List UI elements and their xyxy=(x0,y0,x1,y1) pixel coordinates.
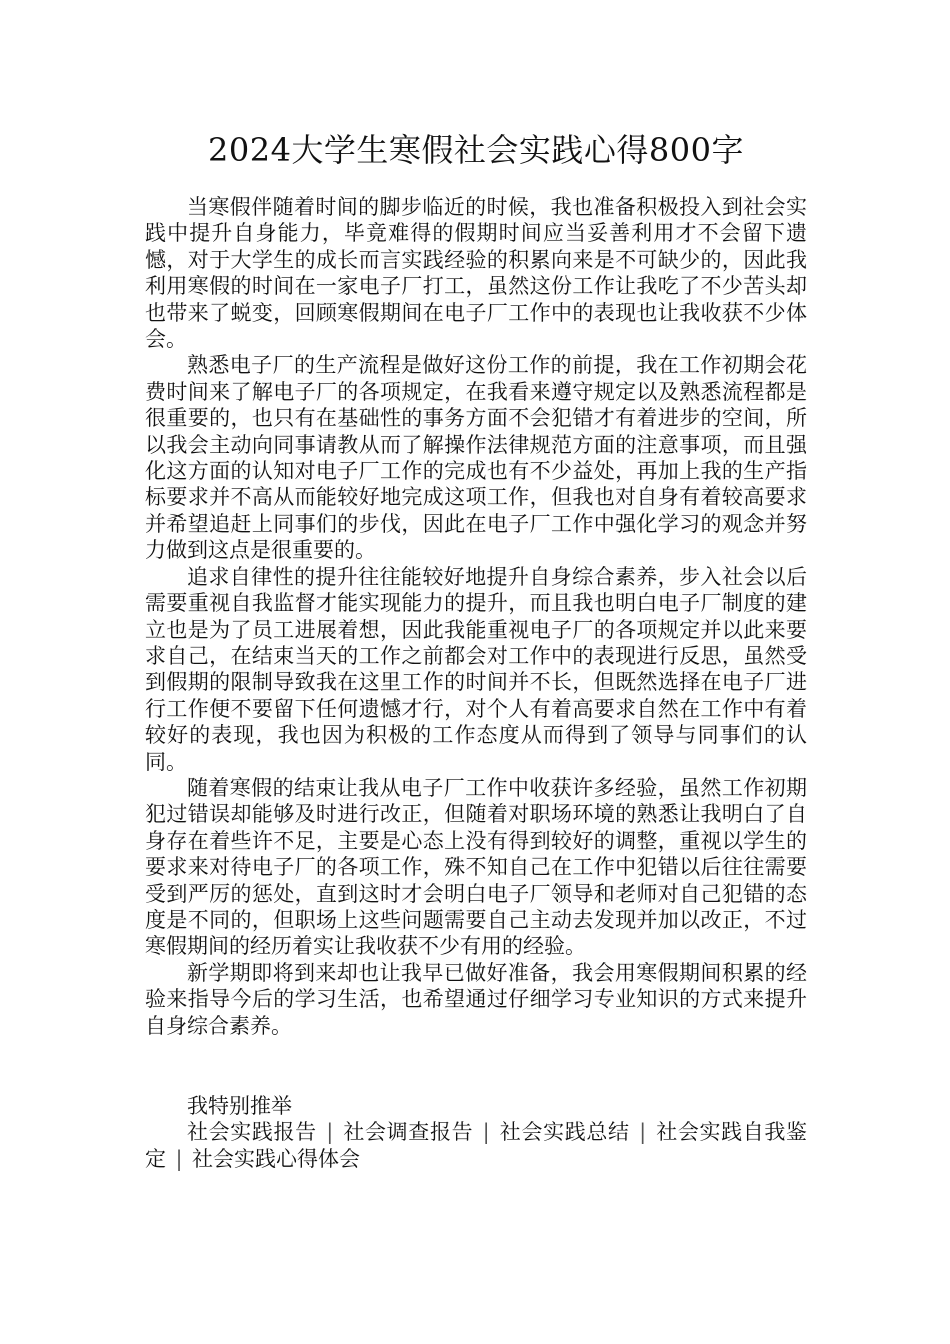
paragraph-3: 追求自律性的提升往往能较好地提升自身综合素养，步入社会以后需要重视自我监督才能实现能力的提升，而且我也明白电子厂制度的建立也是为了员工进展着想，因此我能重视电子厂的各项规定并以此来要求自己，在结束当天的工作之前都会对工作中的表现进行反思，虽然受到假期的限制导致我在这里工作的时间并不长，但既然选择在电子厂进行工作便不要留下任何遗憾才行，对个人有着高要求自然在工作中有着较好的表现，我也因为积极的工作态度从而得到了领导与同事们的认同。 xyxy=(145,564,807,774)
recommend-links xyxy=(145,1119,807,1172)
paragraph-4: 随着寒假的结束让我从电子厂工作中收获许多经验，虽然工作初期犯过错误却能够及时进行改正，但随着对职场环境的熟悉让我明白了自身存在着些许不足，主要是心态上没有得到较好的调整，重视以学生的要求来对待电子厂的各项工作，殊不知自己在工作中犯错以后往往需要受到严厉的惩处，直到这时才会明白电子厂领导和老师对自己犯错的态度是不同的，但职场上这些问题需要自己主动去发现并加以改正，不过寒假期间的经历着实让我收获不少有用的经验。 xyxy=(145,775,807,959)
link-social-survey-report[interactable]: 社会调查报告 xyxy=(342,1120,474,1145)
recommend-heading: 我特别推举 xyxy=(187,1094,292,1118)
link-separator: | xyxy=(639,1120,647,1145)
document-page xyxy=(145,128,807,1172)
document-title: 2024大学生寒假社会实践心得800字 xyxy=(207,131,745,169)
paragraph-1: 当寒假伴随着时间的脚步临近的时候，我也准备积极投入到社会实践中提升自身能力，毕竟难得的假期时间应当妥善利用才不会留下遗憾，对于大学生的成长而言实践经验的积累向来是不可缺少的，因此我利用寒假的时间在一家电子厂打工，虽然这份工作让我吃了不少苦头却也带来了蜕变，回顾寒假期间在电子厂工作中的表现也让我收获不少体会。 xyxy=(145,195,807,352)
link-social-practice-report[interactable]: 社会实践报告 xyxy=(187,1120,317,1145)
link-social-practice-reflections[interactable]: 社会实践心得体会 xyxy=(191,1146,360,1171)
paragraph-2: 熟悉电子厂的生产流程是做好这份工作的前提，我在工作初期会花费时间来了解电子厂的各项规定，在我看来遵守规定以及熟悉流程都是很重要的，也只有在基础性的事务方面不会犯错才有着进步的空间，所以我会主动向同事请教从而了解操作法律规范方面的注意事项，而且强化这方面的认知对电子厂工作的完成也有不少益处，再加上我的生产指标要求并不高从而能较好地完成这项工作，但我也对自身有着较高要求并希望追赶上同事们的步伐，因此在电子厂工作中强化学习的观念并努力做到这点是很重要的。 xyxy=(145,353,807,563)
link-social-practice-summary[interactable]: 社会实践总结 xyxy=(499,1120,630,1145)
link-separator: | xyxy=(326,1120,334,1145)
link-separator: | xyxy=(175,1146,183,1171)
link-social-practice-self-appraisal[interactable]: 社会实践自我鉴定 xyxy=(145,1120,808,1171)
link-separator: | xyxy=(482,1120,490,1145)
recommend-section xyxy=(145,1093,807,1172)
paragraph-5: 新学期即将到来却也让我早已做好准备，我会用寒假期间积累的经验来指导今后的学习生活，也希望通过仔细学习专业知识的方式来提升自身综合素养。 xyxy=(145,960,807,1038)
